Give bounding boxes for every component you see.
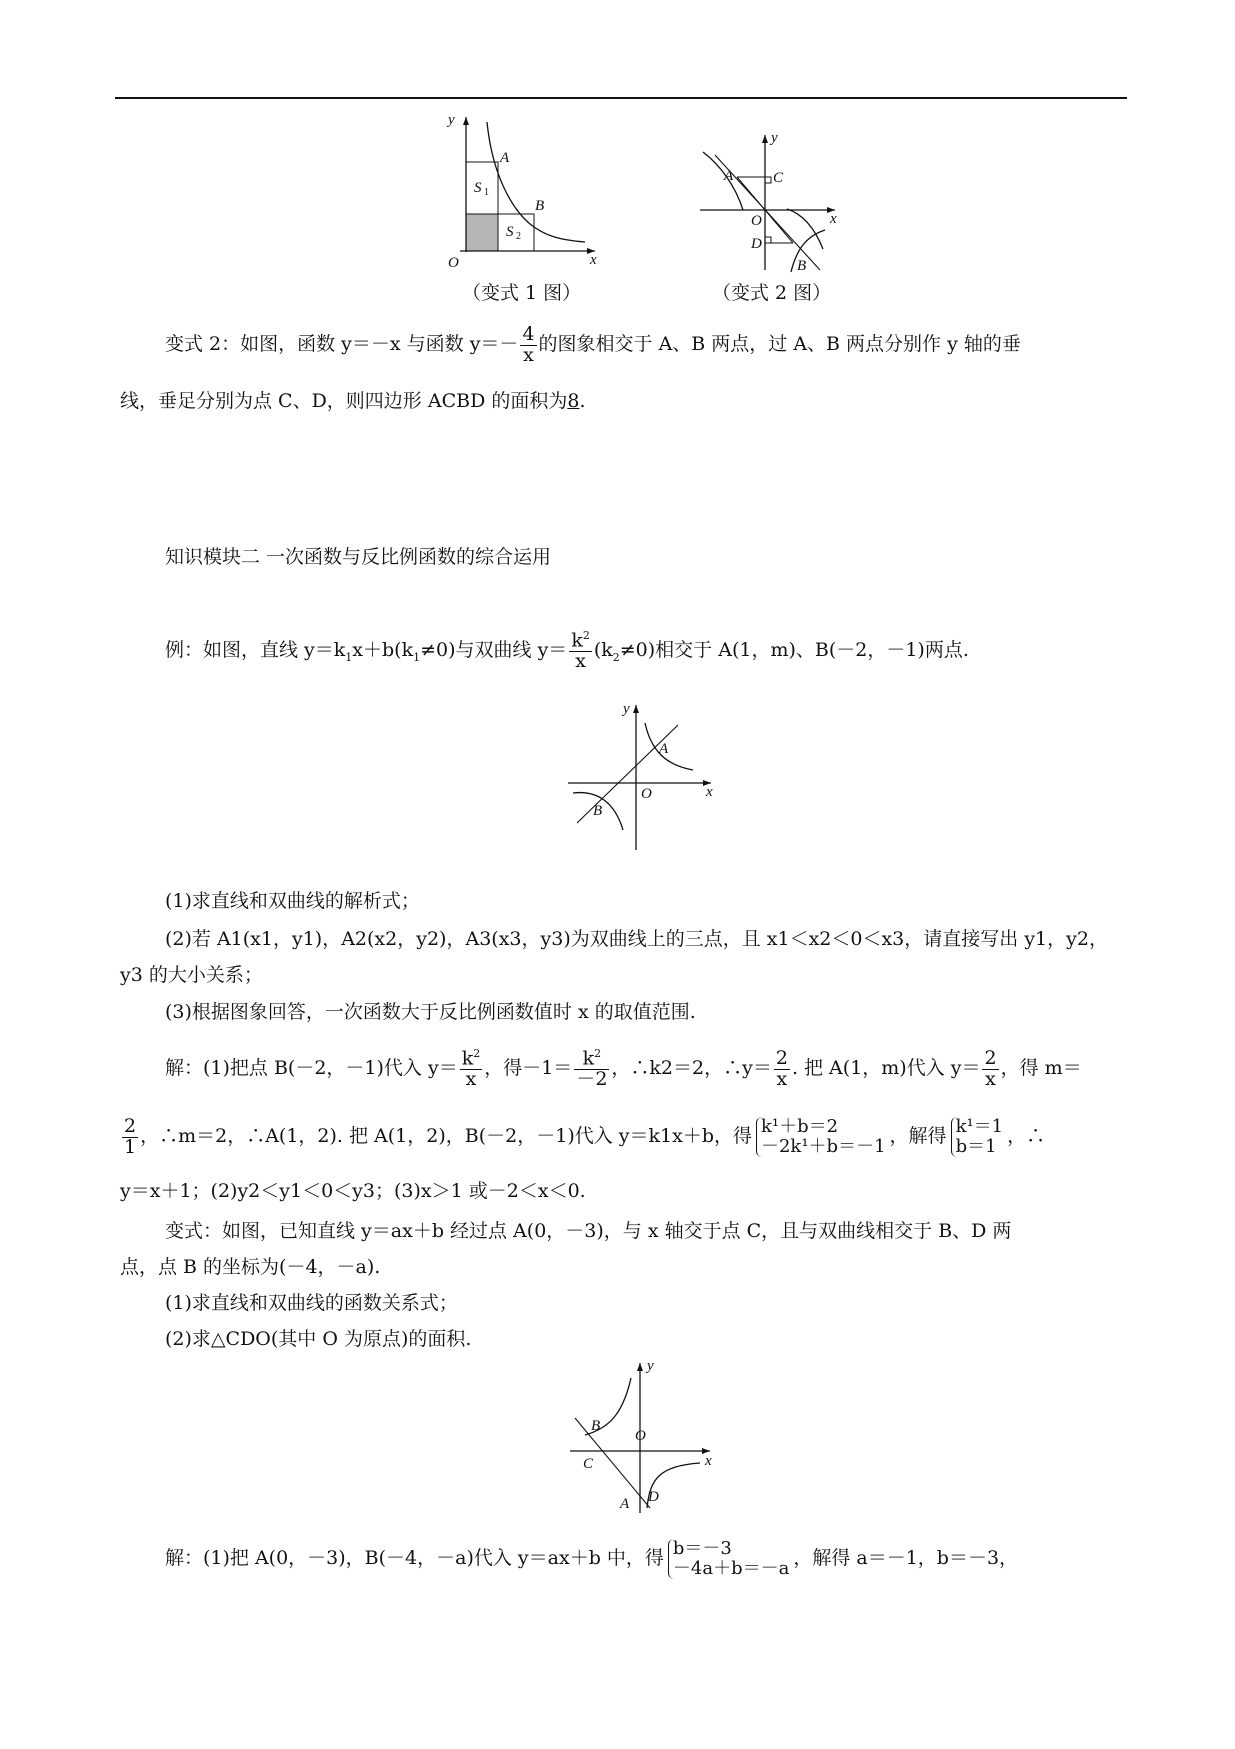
header-rule <box>115 97 1127 99</box>
fraction-k2-over-x: $\frac{k^2}{x}$ <box>571 628 590 673</box>
question-1: (1)求直线和双曲线的解析式； <box>165 890 420 912</box>
variant-fig-point-d: D <box>648 1489 659 1505</box>
variant-fig-point-c: C <box>583 1456 594 1472</box>
solution-line1: 解：(1)把点 B(－2，－1)代入 y＝ $\frac{k^2}{x}$ ，得－1＝ $\frac{k^2}{-2}$ ，∴k2＝2，∴y＝ $\frac{2}{x}$ . 把 A(1，m)代入 y＝ $\frac{2}{x}$ ，得 m＝ <box>165 1046 1082 1091</box>
example-fig-y-label: y <box>623 701 630 717</box>
fig2-point-b: B <box>797 258 807 274</box>
question-2: (2)若 A1(x1，y1)，A2(x2，y2)，A3(x3，y3)为双曲线上的三点，且 x1＜x2＜0＜x3，请直接写出 y1，y2， <box>165 928 1108 950</box>
fig2-x-label: x <box>830 211 837 227</box>
solution-line3: y＝x＋1；(2)y2＜y1＜0＜y3；(3)x＞1 或－2＜x＜0. <box>120 1180 586 1202</box>
variant-figure <box>565 1358 725 1518</box>
variant1-caption: （变式 1 图） <box>462 282 582 304</box>
example-fig-point-a: A <box>659 741 669 757</box>
solution-line2: $\frac{2}{1}$ ，∴m＝2，∴A(1，2). 把 A(1，2)，B(－2，－1)代入 y＝k1x＋b，得 k¹＋b＝2 －2k¹＋b＝－1 ，解得 k¹＝1 b＝1 ，∴ <box>124 1114 1046 1158</box>
variant-line2: 点，点 B 的坐标为(－4，－a). <box>120 1256 381 1278</box>
example-fig-x-label: x <box>706 784 713 800</box>
fig2-origin-label: O <box>751 213 762 229</box>
fraction-4-over-x: $\frac{4}{x}$ <box>522 322 535 366</box>
solution2-line: 解：(1)把 A(0，－3)，B(－4，－a)代入 y＝ax＋b 中，得 b＝－3 －4a＋b＝－a ，解得 a＝－1，b＝－3， <box>165 1538 1019 1579</box>
variant-fig-point-b: B <box>591 1418 601 1434</box>
example-fig-origin-label: O <box>641 786 652 802</box>
fig1-x-label: x <box>590 252 597 268</box>
variant2-figure <box>695 130 855 275</box>
fig1-s2: S <box>506 224 514 240</box>
fig2-point-a: A <box>724 168 734 184</box>
variant-fig-origin-label: O <box>635 1428 646 1444</box>
module-title: 知识模块二 一次函数与反比例函数的综合运用 <box>165 546 552 568</box>
equation-system-1: k¹＋b＝2 －2k¹＋b＝－1 <box>756 1117 886 1157</box>
question-3: (3)根据图象回答，一次函数大于反比例函数值时 x 的取值范围. <box>165 1001 696 1023</box>
variant-question-1: (1)求直线和双曲线的函数关系式； <box>165 1292 458 1314</box>
question-2-cont: y3 的大小关系； <box>120 964 263 986</box>
fig1-point-a: A <box>500 150 510 166</box>
equation-system-2: k¹＝1 b＝1 <box>951 1117 1004 1157</box>
fig2-y-label: y <box>771 130 778 146</box>
variant-line1: 变式：如图，已知直线 y＝ax＋b 经过点 A(0，－3)，与 x 轴交于点 C，且与双曲线相交于 B、D 两 <box>165 1220 1012 1242</box>
variant-fig-x-label: x <box>705 1453 712 1469</box>
fig2-point-d: D <box>751 236 762 252</box>
fig1-point-b: B <box>535 198 545 214</box>
fig2-point-c: C <box>773 170 784 186</box>
fig1-s2-sub: 2 <box>516 231 521 242</box>
example-fig-point-b: B <box>593 803 603 819</box>
variant2-line1: 变式 2：如图，函数 y＝－x 与函数 y＝－ $\frac{4}{x}$ 的图象相交于 A、B 两点，过 A、B 两点分别作 y 轴的垂 <box>165 322 1021 366</box>
variant2-answer: 8 <box>567 390 580 412</box>
equation-system-3: b＝－3 －4a＋b＝－a <box>668 1539 789 1579</box>
fig1-y-label: y <box>448 112 455 128</box>
variant-fig-y-label: y <box>647 1358 654 1374</box>
fig1-s1: S <box>474 180 482 196</box>
variant-fig-point-a: A <box>620 1496 630 1512</box>
variant1-figure <box>430 112 600 272</box>
example-statement: 例：如图，直线 $y=k_1x+b(k_1\ne 0)$与双曲线 y＝ $\frac{k^2}{x}$ $(k_2\ne 0)$相交于 A(1，m)、B(－2，－1)两点. <box>165 628 969 673</box>
variant2-line2: 线，垂足分别为点 C、D，则四边形 ACBD 的面积为8. <box>120 390 586 412</box>
fig1-origin-label: O <box>448 255 459 271</box>
fig1-s1-sub: 1 <box>484 187 489 198</box>
variant2-caption: （变式 2 图） <box>712 282 832 304</box>
example-figure <box>563 695 723 855</box>
variant-question-2: (2)求△CDO(其中 O 为原点)的面积. <box>165 1328 472 1350</box>
